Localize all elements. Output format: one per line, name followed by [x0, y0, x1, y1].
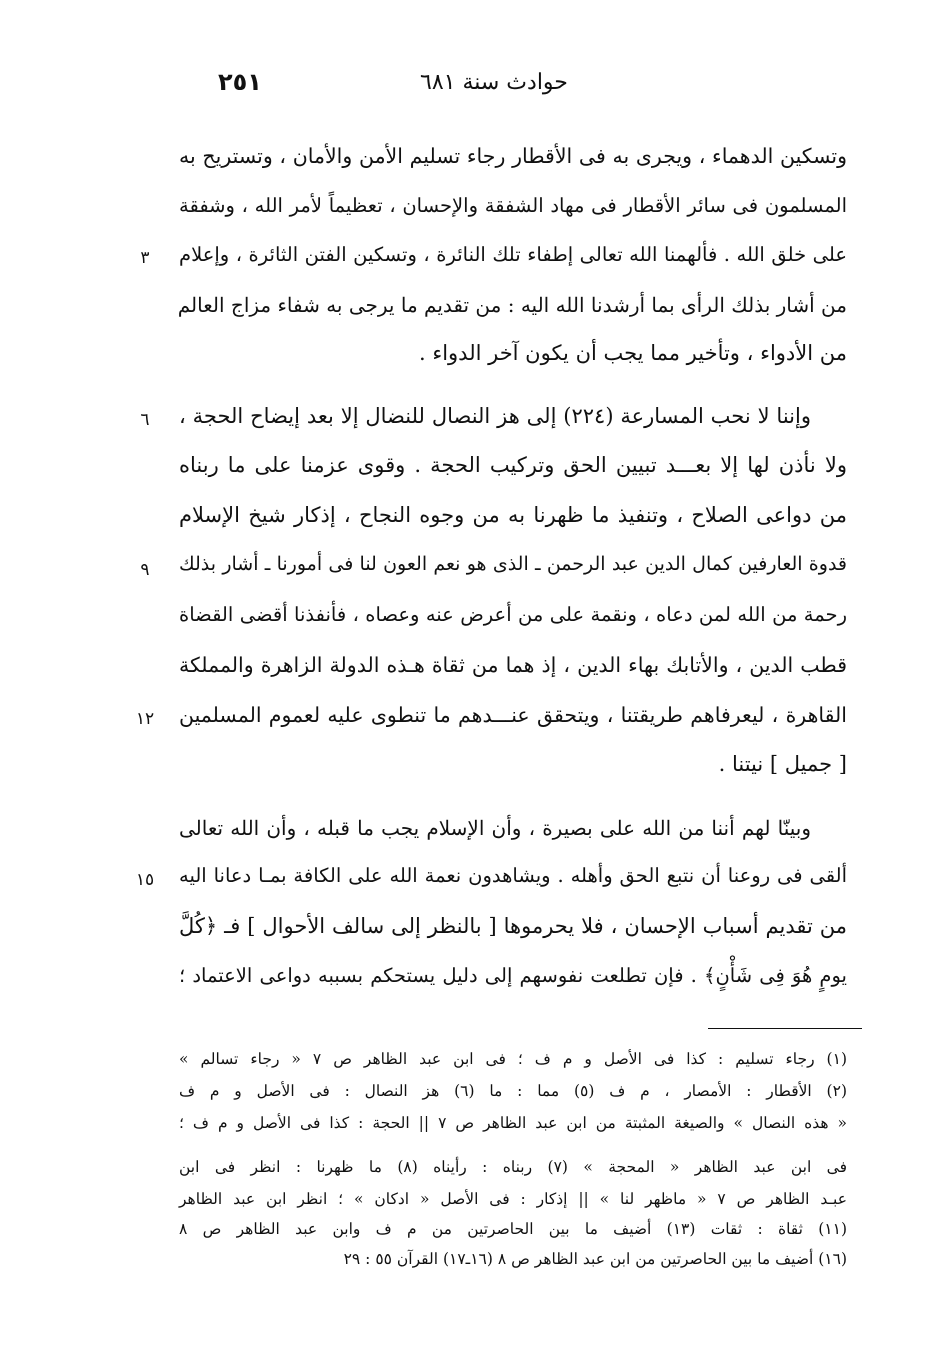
line-number: ٣ [140, 248, 150, 268]
text-line: قطب الدين ، والأتابك بهاء الدين ، إذ هما من ثقاة هـذه الدولة الزاهرة والمملكة [179, 653, 847, 677]
text-line: من تقديم أسباب الإحسان ، فلا يحرموها [ بالنظر إلى سالف الأحوال ] فـ ﴿كُلَّ [179, 914, 847, 938]
text-line: قدوة العارفين كمال الدين عبد الرحمن ـ الذى هو نعم العون لنا فى أمورنا ـ أشار بذلك [179, 553, 847, 575]
page-number: ٢٥١ [218, 68, 262, 96]
line-number: ٦ [140, 410, 150, 430]
footnote-line: (١) رجاء تسليم : كذا فى الأصل و م ف ؛ فى ابن عبد الظاهر ص ٧ « رجاء تسالم » [179, 1050, 847, 1068]
text-line: على خلق الله . فألهمنا الله تعالى إطفاء تلك النائرة ، وتسكين الفتن الثائرة ، وإعلام [179, 243, 847, 266]
text-line: رحمة من الله لمن دعاه ، ونقمة على من أعرض عنه وعصاه ، فأنفذنا أقضى القضاة [179, 603, 847, 626]
text-line: من الأدواء ، وتأخير مما يجب أن يكون آخر الدواء . [418, 341, 847, 365]
text-line: وتسكين الدهماء ، ويجرى به فى الأقطار رجاء تسليم الأمن والأمان ، وتستريح به [179, 144, 847, 168]
footnote-divider [708, 1028, 862, 1029]
footnote-line: (١١) ثقاة : ثقات (١٣) أضيف ما بين الحاصرتين من م ف وابن عبد الظاهر ص ٨ [179, 1220, 847, 1238]
text-line: [ جميل ] نيتنا . [718, 752, 847, 776]
footnote-line: (١٦) أضيف ما بين الحاصرتين من ابن عبد الظاهر ص ٨ (١٦ـ١٧) القرآن ٥٥ : ٢٩ [343, 1250, 847, 1268]
text-line: وإننا لا نحب المسارعة (٢٢٤) إلى هز النصال للنضال إلا بعد إيضاح الحجة ، [179, 404, 811, 428]
text-line: من أشار بذلك الرأى بما أرشدنا الله اليه : من تقديم ما يرجى به شفاء مزاج العالم [177, 293, 847, 317]
text-line: وبينّا لهم أننا من الله على بصيرة ، وأن الإسلام يجب ما قبله ، وأن الله تعالى [179, 816, 811, 840]
text-line: ألقى فى روعنا أن نتبع الحق وأهله . ويشاهدون نعمة الله على الكافة بمـا دعانا اليه [179, 864, 847, 887]
footnote-line: فى ابن عبد الظاهر « المحجة » (٧) ربناه : رأيناه (٨) ما ظهرنا : انظر فى ابن [179, 1158, 847, 1176]
text-line: من دواعى الصلاح ، وتنفيذ ما ظهرنا به من وجوه النجاح ، إذكار شيخ الإسلام [179, 503, 847, 527]
footnote-line: (٢) الأقطار : الأمصار ، م ف (٥) مما : ما (٦) هز النصال : فى الأصل و م ف [179, 1082, 847, 1100]
line-number: ١٢ [135, 709, 155, 729]
line-number: ٩ [140, 560, 150, 580]
footnote-line: « هذه النصال » والصيغة المثبتة من ابن عبد الظاهر ص ٧ || الحجة : كذا فى الأصل و م ف ؛ [179, 1114, 847, 1132]
text-line: المسلمون فى سائر الأقطار فى مهاد الشفقة والإحسان ، تعظيماً لأمر الله ، وشفقة [179, 194, 847, 217]
page-header [0, 68, 935, 108]
footnote-line: عبـد الظاهر ص ٧ « ماظهر لنا » || إذكار : فى الأصل « ادكان » ؛ انظر ابن عبد الظاهر [179, 1190, 847, 1208]
text-line: يومٍ هُوَ فِى شَأْنٍ﴾ . فإن تطلعت نفوسهم إلى دليل يستحكم بسببه دواعى الاعتماد ؛ [179, 964, 847, 987]
text-line: ولا نأذن لها إلا بعـــد تبيين الحق وتركيب الحجة . وقوى عزمنا على ما ربناه [179, 453, 847, 477]
line-number: ١٥ [135, 870, 155, 890]
text-line: القاهرة ، ليعرفاهم طريقتنا ، ويتحقق عنـــدهم ما تنطوى عليه لعموم المسلمين [179, 703, 847, 727]
running-title: حوادث سنة ٦٨١ [420, 70, 568, 95]
